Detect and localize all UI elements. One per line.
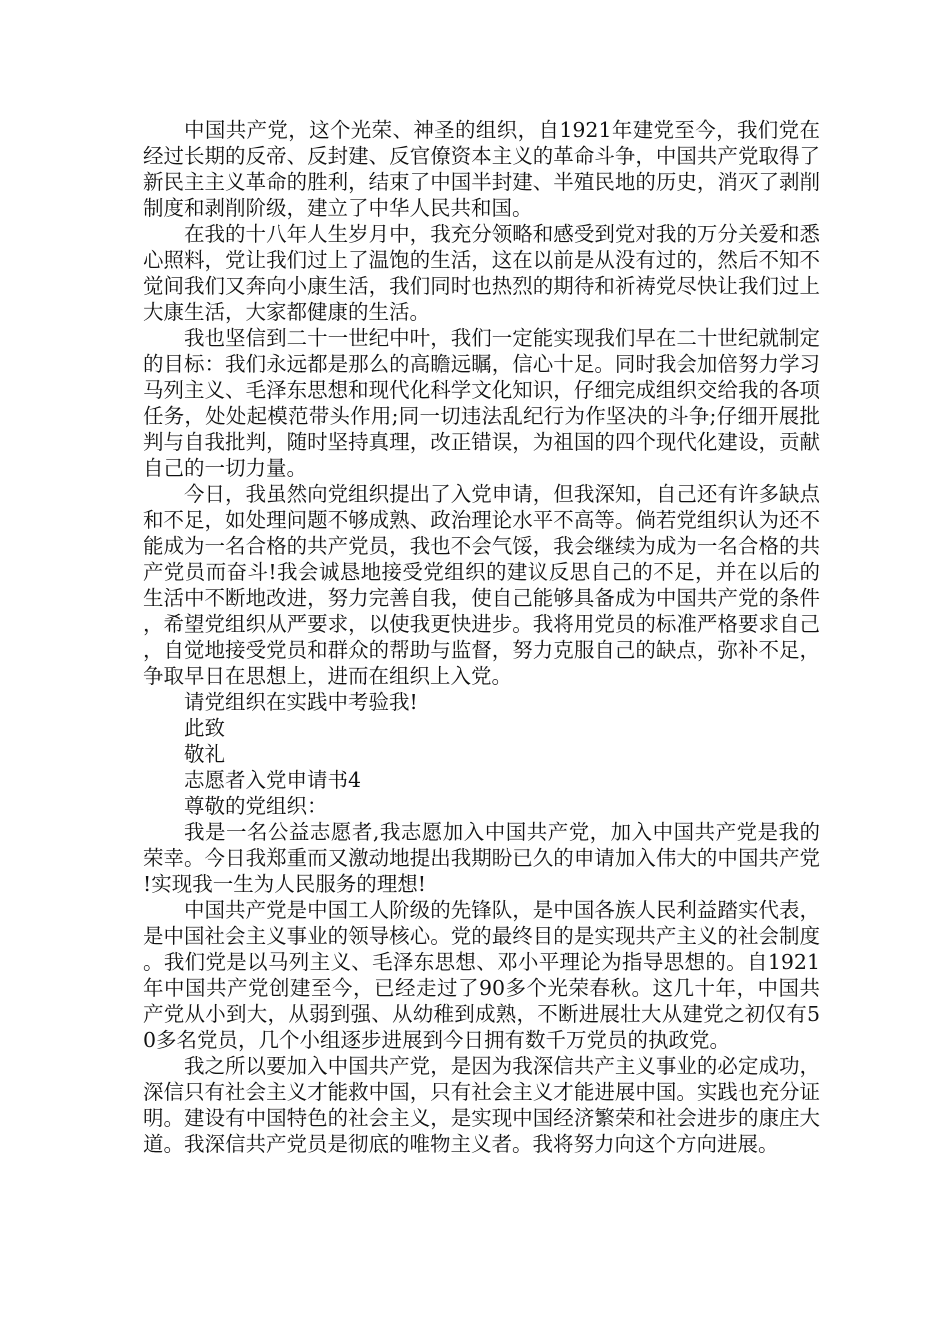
paragraph-volunteer: 我是一名公益志愿者,我志愿加入中国共产党，加入中国共产党是我的荣幸。今日我郑重而又激动地提出我期盼已久的申请加入伟大的中国共产党!实现我一生为人民服务的理想! [143, 820, 820, 896]
paragraph-belief: 我之所以要加入中国共产党，是因为我深信共产主义事业的必定成功，深信只有社会主义才能救中国，只有社会主义才能进展中国。实践也充分证明。建设有中国特色的社会主义，是实现中国经济繁荣和社会进步的康庄大道。我深信共产党员是彻底的唯物主义者。我将努力向这个方向进展。 [143, 1054, 820, 1156]
paragraph-application: 今日，我虽然向党组织提出了入党申请，但我深知，自己还有许多缺点和不足，如处理问题不够成熟、政治理论水平不高等。倘若党组织认为还不能成为一名合格的共产党员，我也不会气馁，我会继续为成为一名合格的共产党员而奋斗!我会诚恳地接受党组织的建议反思自己的不足，并在以后的生活中不断地改进，努力完善自我，使自己能够具备成为中国共产党的条件，希望党组织从严要求，以使我更快进步。我将用党员的标准严格要求自己，自觉地接受党员和群众的帮助与监督，努力克服自己的缺点，弥补不足，争取早日在思想上，进而在组织上入党。 [143, 482, 820, 688]
line-test-me: 请党组织在实践中考验我! [184, 690, 418, 714]
paragraph-21st-century: 我也坚信到二十一世纪中叶，我们一定能实现我们早在二十世纪就制定的目标：我们永远都是那么的高瞻远瞩，信心十足。同时我会加倍努力学习马列主义、毛泽东思想和现代化科学文化知识，仔细完成组织交给我的各项任务，处处起模范带头作用;同一切违法乱纪行为作坚决的斗争;仔细开展批判与自我批判，随时坚持真理，改正错误，为祖国的四个现代化建设，贡献自己的一切力量。 [143, 326, 820, 480]
line-jingli: 敬礼 [184, 742, 225, 766]
line-cizhi: 此致 [184, 716, 225, 740]
paragraph-party-history: 中国共产党，这个光荣、神圣的组织，自1921年建党至今，我们党在经过长期的反帝、反封建、反官僚资本主义的革命斗争，中国共产党取得了新民主主义革命的胜利，结束了中国半封建、半殖民地的历史，消灭了剥削制度和剥削阶级，建立了中华人民共和国。 [143, 118, 820, 220]
salutation: 尊敬的党组织： [184, 794, 328, 818]
section-heading: 志愿者入党申请书4 [184, 768, 362, 792]
paragraph-eighteen-years: 在我的十八年人生岁月中，我充分领略和感受到党对我的万分关爱和悉心照料，党让我们过上了温饱的生活，这在以前是从没有过的，然后不知不觉间我们又奔向小康生活，我们同时也热烈的期待和祈祷党尽快让我们过上大康生活，大家都健康的生活。 [143, 222, 820, 324]
document-body [143, 117, 820, 1157]
paragraph-vanguard: 中国共产党是中国工人阶级的先锋队，是中国各族人民利益踏实代表，是中国社会主义事业的领导核心。党的最终目的是实现共产主义的社会制度。我们党是以马列主义、毛泽东思想、邓小平理论为指导思想的。自1921年中国共产党创建至今，已经走过了90多个光荣春秋。这几十年，中国共产党从小到大，从弱到强、从幼稚到成熟，不断进展壮大从建党之初仅有50多名党员，几个小组逐步进展到今日拥有数千万党员的执政党。 [143, 898, 820, 1052]
